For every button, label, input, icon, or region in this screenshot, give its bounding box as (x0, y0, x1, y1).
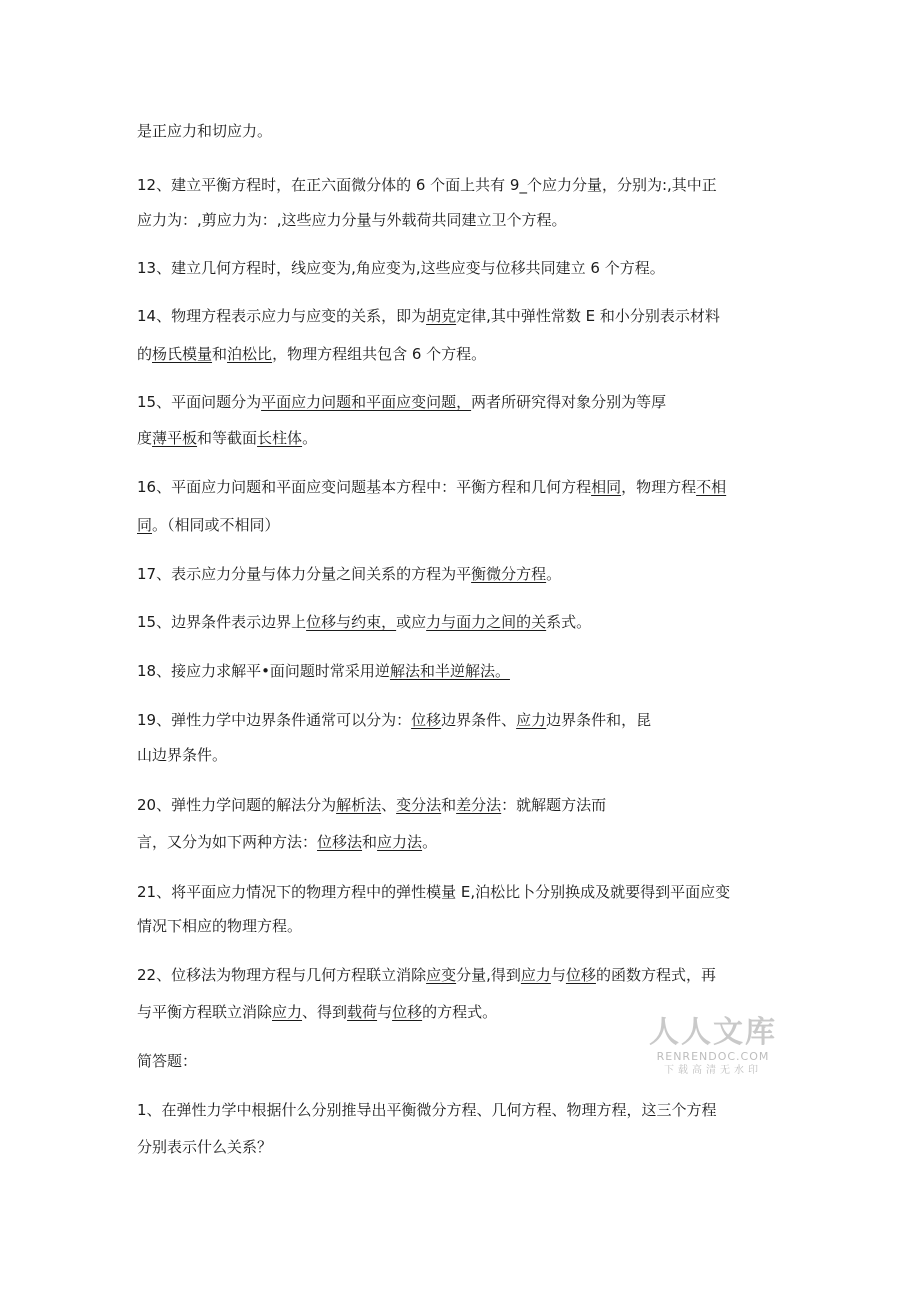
text-segment: 。 (422, 833, 438, 851)
text-line (137, 306, 797, 326)
text-segment: 19、弹性力学中边界条件通常可以分为： (137, 711, 412, 729)
text-segment: 边界条件和，昆 (546, 711, 652, 729)
text-line (137, 1100, 797, 1120)
text-line (137, 392, 797, 412)
text-segment: 的方程式。 (422, 1003, 498, 1021)
text-segment: 情况下相应的物理方程。 (137, 917, 303, 935)
text-segment: 分量,得到 (456, 966, 521, 984)
underlined-answer: 位移法 (317, 833, 363, 851)
text-segment: 和 (212, 345, 228, 363)
text-segment: 分别表示什么关系？ (137, 1138, 273, 1156)
text-segment: 和等截面 (197, 429, 258, 447)
text-segment: 言，又分为如下两种方法： (137, 833, 318, 851)
text-line (137, 916, 797, 936)
watermark-logo (648, 1016, 778, 1078)
underlined-answer: 胡克 (426, 307, 457, 325)
underlined-answer: 同 (137, 516, 153, 534)
text-segment: 18、接应力求解平•面问题时常采用逆 (137, 662, 390, 680)
text-segment: 与 (550, 966, 566, 984)
text-segment: ：就解题方法而 (501, 796, 607, 814)
text-segment: 15、平面问题分为 (137, 393, 262, 411)
text-line (137, 564, 797, 584)
text-line (137, 661, 797, 681)
underlined-answer: 应力 (516, 711, 547, 729)
watermark-site: RENRENDOC.COM (656, 1050, 770, 1063)
text-segment: 或应 (396, 613, 427, 631)
text-segment: 系式。 (546, 613, 592, 631)
text-line (137, 477, 797, 497)
text-segment: 、得到 (302, 1003, 348, 1021)
underlined-answer: 相同 (591, 478, 622, 496)
text-segment: 的 (137, 345, 153, 363)
underlined-answer: 位移 (565, 966, 596, 984)
text-line (137, 258, 797, 278)
underlined-answer: 杨氏模量 (152, 345, 213, 363)
underlined-answer: 载荷 (347, 1003, 378, 1021)
text-segment: 17、表示应力分量与体力分量之间关系的方程为平 (137, 565, 472, 583)
underlined-answer: 力与面力之间的关 (426, 613, 547, 631)
text-segment: ，物理方程组共包含 6 个方程。 (272, 345, 487, 363)
underlined-answer: 平面应力问题和平面应变问题， (261, 393, 472, 411)
text-line (137, 882, 797, 902)
underlined-answer: 应变 (426, 966, 457, 984)
underlined-answer: 应力 (272, 1003, 303, 1021)
text-segment: 。 (302, 429, 318, 447)
text-segment: 是正应力和切应力。 (137, 122, 273, 140)
text-segment: ，物理方程 (621, 478, 697, 496)
text-segment: 1、在弹性力学中根据什么分别推导出平衡微分方程、几何方程、物理方程，这三个方程 (137, 1101, 717, 1119)
text-segment: 和 (362, 833, 378, 851)
text-segment: 。 (546, 565, 562, 583)
text-segment: 22、位移法为物理方程与几何方程联立消除 (137, 966, 427, 984)
text-segment: 。（相同或不相同） (152, 516, 280, 534)
text-segment: 16、平面应力问题和平面应变问题基本方程中：平衡方程和几何方程 (137, 478, 592, 496)
text-line (137, 710, 797, 730)
underlined-answer: 不相 (696, 478, 727, 496)
text-line (137, 428, 797, 448)
text-line (137, 965, 797, 985)
text-segment: 20、弹性力学问题的解法分为 (137, 796, 337, 814)
text-line (137, 210, 797, 230)
underlined-answer: 位移 (411, 711, 442, 729)
text-line (137, 121, 797, 141)
text-segment: 定律,其中弹性常数 E 和小分别表示材料 (456, 307, 720, 325)
text-line (137, 344, 797, 364)
underlined-answer: 衡微分方程 (471, 565, 547, 583)
underlined-answer: 位移 (392, 1003, 423, 1021)
text-segment: 13、建立几何方程时，线应变为,角应变为,这些应变与位移共同建立 6 个方程。 (137, 259, 665, 277)
watermark-title: 人人文库 (649, 1015, 777, 1050)
text-segment: 简答题： (137, 1052, 198, 1070)
text-line (137, 612, 797, 632)
text-segment: 与 (377, 1003, 393, 1021)
underlined-answer: 差分法 (456, 796, 502, 814)
text-segment: 应力为：,剪应力为：,这些应力分量与外载荷共同建立卫个方程。 (137, 211, 567, 229)
text-line (137, 745, 797, 765)
underlined-answer: 位移与约束， (306, 613, 397, 631)
text-segment: 15、边界条件表示边界上 (137, 613, 307, 631)
text-segment: 山边界条件。 (137, 746, 228, 764)
underlined-answer: 泊松比 (227, 345, 273, 363)
underlined-answer: 薄平板 (152, 429, 198, 447)
text-segment: 的函数方程式，再 (595, 966, 716, 984)
text-line (137, 175, 797, 195)
underlined-answer: 应力 (520, 966, 551, 984)
text-segment: 14、物理方程表示应力与应变的关系，即为 (137, 307, 427, 325)
text-segment: 12、建立平衡方程时，在正六面微分体的 6 个面上共有 9_个应力分量，分别为:,其中正 (137, 176, 717, 194)
underlined-answer: 应力法 (377, 833, 423, 851)
watermark-tagline: 下载高清无水印 (664, 1065, 762, 1076)
text-segment: 和 (441, 796, 457, 814)
text-segment: 两者所研究得对象分别为等厚 (471, 393, 667, 411)
underlined-answer: 解析法 (336, 796, 382, 814)
underlined-answer: 变分法 (396, 796, 442, 814)
text-segment: 边界条件、 (441, 711, 517, 729)
text-line (137, 515, 797, 535)
underlined-answer: 长柱体 (257, 429, 303, 447)
underlined-answer: 解法和半逆解法。 (389, 662, 510, 680)
text-segment: 度 (137, 429, 153, 447)
text-segment: 与平衡方程联立消除 (137, 1003, 273, 1021)
text-line (137, 795, 797, 815)
text-segment: 21、将平面应力情况下的物理方程中的弹性模量 E,泊松比卜分别换成及就要得到平面应变 (137, 883, 731, 901)
text-line (137, 1137, 797, 1157)
text-line (137, 832, 797, 852)
text-segment: 、 (381, 796, 397, 814)
